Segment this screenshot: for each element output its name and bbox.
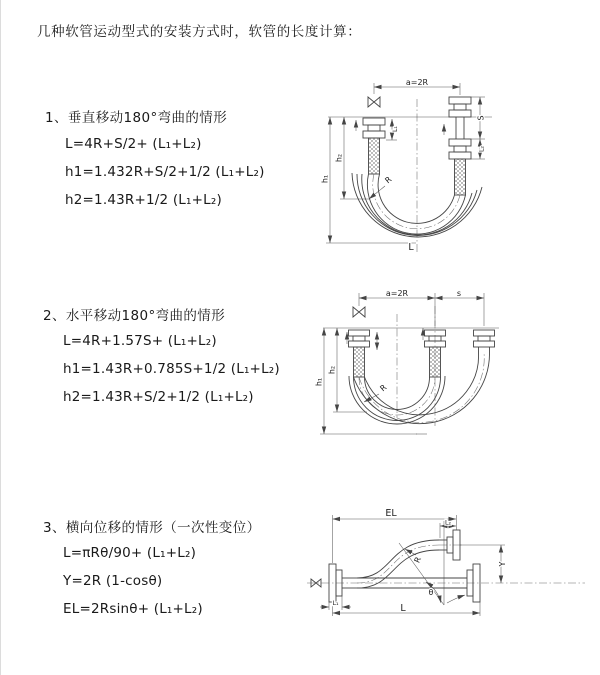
dim-label-theta: θ — [428, 588, 434, 597]
dim-label-a2r: a=2R — [385, 289, 409, 298]
dim-label-l1: L₁ — [332, 600, 339, 607]
dim-label-s: S — [476, 115, 486, 121]
dim-label-a2r: a=2R — [405, 78, 429, 87]
dim-label-h1: h₁ — [314, 377, 324, 387]
valve-icon — [353, 307, 365, 317]
section1-formula-h2: h2=1.43R+1/2 (L₁+L₂) — [65, 192, 222, 208]
diagram-vertical-180-bend — [316, 73, 591, 255]
dimension-lines — [320, 293, 499, 434]
centerlines — [359, 306, 484, 426]
diagram-lateral-displacement — [299, 503, 589, 643]
dim-label-r: R — [412, 555, 423, 565]
dim-label-l2: L₂ — [444, 519, 452, 527]
dim-label-el: EL — [385, 508, 397, 519]
dimension-lines — [320, 515, 505, 616]
dim-label-h2: h₂ — [327, 365, 337, 375]
section1-formula-h1: h1=1.432R+S/2+1/2 (L₁+L₂) — [65, 164, 265, 180]
page-title: 几种软管运动型式的安装方式时，软管的长度计算： — [37, 24, 362, 40]
valve-icon — [368, 97, 380, 107]
dim-label-r: R — [378, 382, 389, 394]
dim-label-l-bottom: L — [400, 603, 406, 614]
dimension-lines — [326, 83, 492, 243]
dim-label-l-bottom: L — [408, 242, 414, 253]
section3-heading: 3、横向位移的情形（一次性变位） — [43, 520, 261, 536]
dim-label-l1: L₁ — [392, 125, 399, 133]
section2-heading: 2、水平移动180°弯曲的情形 — [43, 308, 226, 324]
dim-label-l2: L₂ — [478, 145, 486, 153]
hose-and-fittings — [311, 530, 480, 602]
hose-and-fittings — [349, 307, 495, 424]
section1-formula-l: L=4R+S/2+ (L₁+L₂) — [65, 136, 202, 152]
section1-heading: 1、垂直移动180°弯曲的情形 — [45, 110, 228, 126]
section3-formula-y: Y=2R (1-cosθ) — [63, 573, 163, 589]
section2-formula-l: L=4R+1.57S+ (L₁+L₂) — [63, 333, 217, 349]
section3-formula-el: EL=2Rsinθ+ (L₁+L₂) — [63, 601, 203, 617]
section3-formula-l: L=πRθ/90+ (L₁+L₂) — [63, 545, 197, 561]
dim-label-y: Y — [498, 561, 507, 567]
dim-label-h1: h₁ — [320, 174, 330, 184]
dim-label-h2: h₂ — [334, 153, 344, 163]
diagram-horizontal-180-bend — [311, 286, 591, 448]
dim-label-r: R — [383, 174, 394, 186]
dim-label-s: s — [456, 289, 462, 298]
section2-formula-h2: h2=1.43R+S/2+1/2 (L₁+L₂) — [63, 389, 254, 405]
section2-formula-h1: h1=1.43R+0.785S+1/2 (L₁+L₂) — [63, 361, 280, 377]
centerlines — [307, 545, 585, 583]
